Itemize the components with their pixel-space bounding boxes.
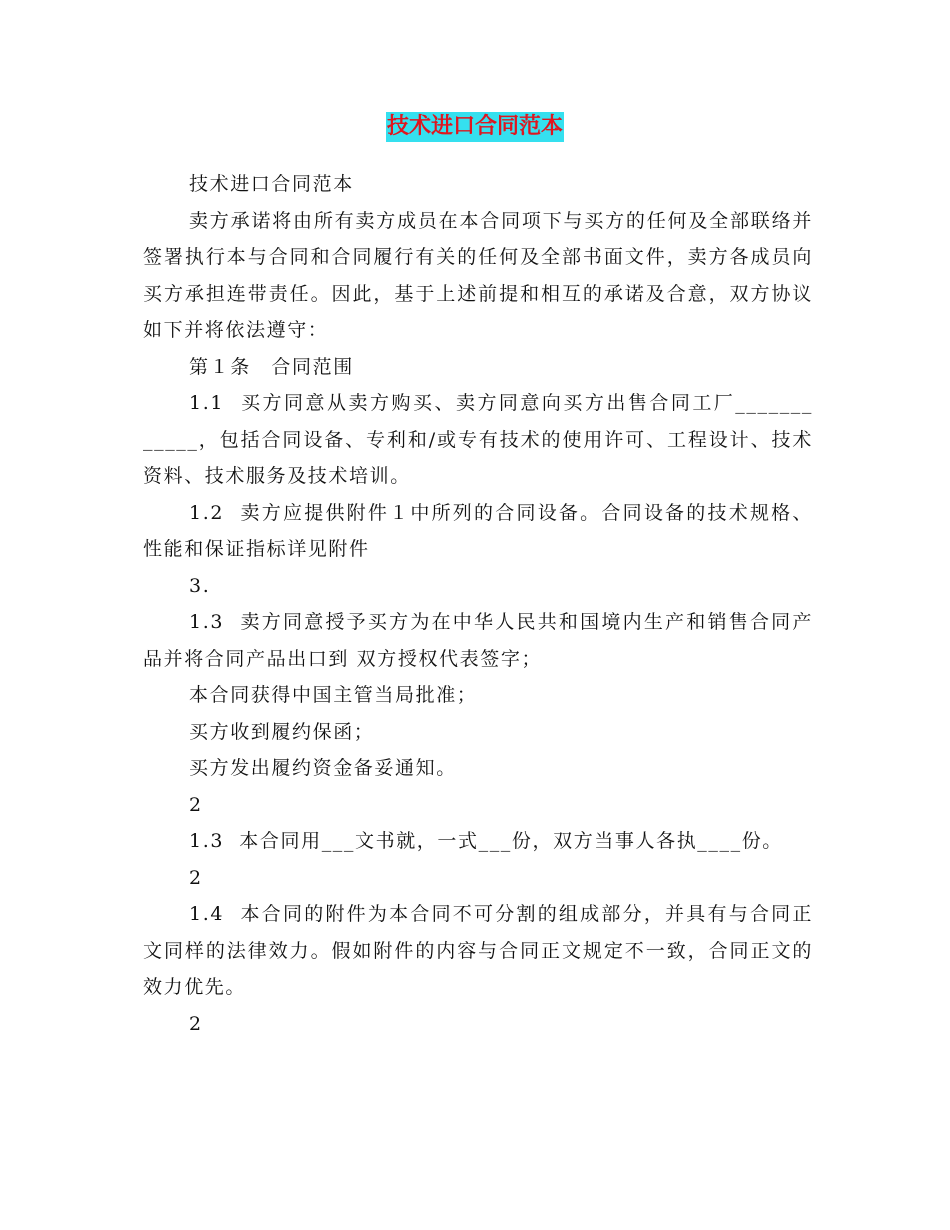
paragraph-subtitle: 技术进口合同范本	[189, 173, 354, 195]
document-body	[143, 166, 821, 1042]
condition-funds-notice: 买方发出履约资金备妥通知。	[189, 757, 457, 779]
clause-1-3: 1.3 卖方同意授予买方为在中华人民共和国境内生产和销售合同产品并将合同产品出口到 双方授权代表签字；	[143, 611, 813, 670]
condition-guarantee: 买方收到履约保函；	[189, 720, 375, 743]
page-number: 2	[189, 1012, 203, 1035]
clause-1-2: 1.2 卖方应提供附件１中所列的合同设备。合同设备的技术规格、性能和保证指标详见附件	[143, 501, 813, 560]
page-number: 2	[189, 793, 203, 816]
condition-approval: 本合同获得中国主管当局批准；	[189, 684, 478, 706]
clause-1-1: 1.1 买方同意从卖方购买、卖方同意向买方出售合同工厂_______ _____，包括合同设备、专利和/或专有技术的使用许可、工程设计、技术资料、技术服务及技术培训。	[143, 392, 821, 487]
document-title: 技术进口合同范本	[386, 112, 564, 142]
title-container	[0, 112, 950, 142]
clause-1-2-continuation: 3.	[189, 574, 211, 597]
paragraph-preamble: 卖方承诺将由所有卖方成员在本合同项下与买方的任何及全部联络并签署执行本与合同和合同履行有关的任何及全部书面文件，卖方各成员向买方承担连带责任。因此，基于上述前提和相互的承诺及合意，双方协议如下并将依法遵守：	[143, 209, 813, 341]
clause-1-4: 1.4 本合同的附件为本合同不可分割的组成部分，并具有与合同正文同样的法律效力。假如附件的内容与合同正文规定不一致，合同正文的效力优先。	[143, 903, 813, 998]
article-heading: 第１条 合同范围	[189, 355, 354, 378]
page-number: 2	[189, 866, 203, 889]
clause-1-3-copies: 1.3 本合同用___文书就，一式___份，双方当事人各执____份。	[189, 830, 783, 852]
